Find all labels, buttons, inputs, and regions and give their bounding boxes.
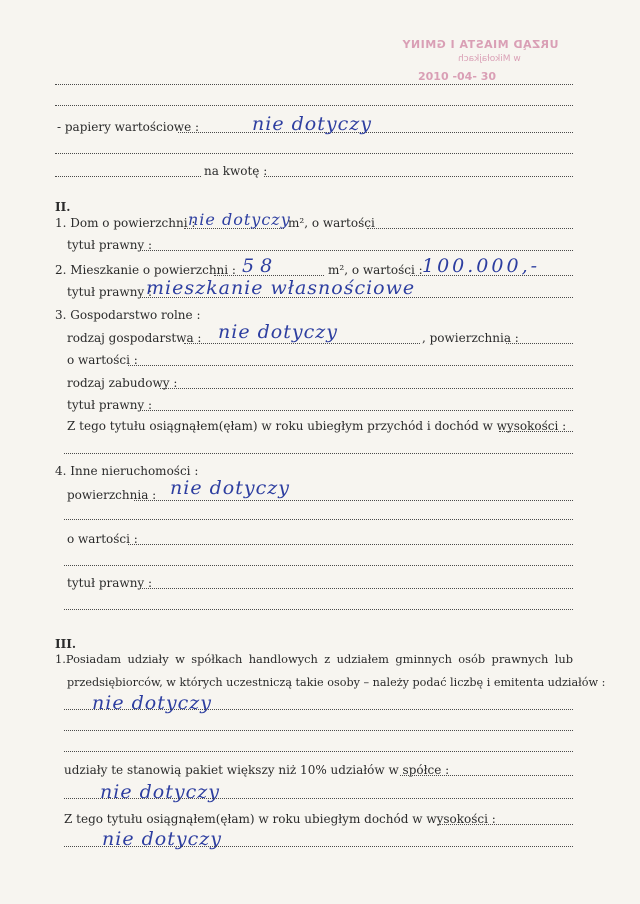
other-title-label: tytuł prawny : [67, 576, 153, 590]
shares-pct-value: nie dotyczy [100, 781, 220, 803]
farm-title-label: tytuł prawny : [67, 398, 153, 412]
blank-line [64, 609, 573, 610]
shares-pct-label: udziały te stanowią pakiet większy niż 10% udziałów w spółce : [64, 763, 450, 777]
farm-title-line [140, 410, 573, 411]
farm-type-line [184, 343, 420, 344]
house-area-value: nie dotyczy [188, 210, 291, 229]
flat-area-label: 2. Mieszkanie o powierzchni : [55, 263, 236, 277]
securities-value: nie dotyczy [252, 113, 372, 135]
other-area-line [134, 500, 573, 501]
blank-line [64, 453, 573, 454]
house-unit-label: m², o wartości [288, 216, 375, 230]
shares-text-line-2: przedsiębiorców, w których uczestniczą takie osoby – należy podać liczbę i emitenta udziałów : [67, 676, 606, 689]
farm-buildings-label: rodzaj zabudowy : [67, 376, 178, 390]
securities-label: - papiery wartościowe : [57, 120, 200, 134]
office-stamp [398, 26, 578, 92]
income-line [438, 824, 573, 825]
farm-income-line [499, 431, 573, 432]
other-property-label: 4. Inne nieruchomości : [55, 464, 199, 478]
blank-line [64, 565, 573, 566]
shares-pct-line [400, 775, 573, 776]
farm-label: 3. Gospodarstwo rolne : [55, 308, 201, 322]
blank-line [55, 105, 573, 106]
stamp-date: 2010 -04- 30 [418, 70, 497, 83]
farm-type-label: rodzaj gospodarstwa : [67, 331, 202, 345]
house-value-line [367, 228, 573, 229]
house-area-label: 1. Dom o powierzchni : [55, 216, 196, 230]
section-2-heading: II. [55, 200, 71, 214]
flat-title-value: mieszkanie własnościowe [146, 277, 416, 299]
blank-line [55, 84, 573, 85]
farm-type-value: nie dotyczy [218, 321, 338, 343]
blank-line [64, 798, 573, 799]
farm-area-line [506, 343, 573, 344]
flat-area-value: 58 [242, 255, 279, 277]
blank-line [64, 751, 573, 752]
amount-label: na kwotę : [204, 164, 268, 178]
blank-line [64, 846, 573, 847]
blank-line [55, 153, 573, 154]
farm-value-label: o wartości : [67, 353, 138, 367]
stamp-office: URZĄD MIASTA I GMINY [402, 38, 559, 51]
securities-dotted-line [178, 132, 573, 133]
shares-line [64, 709, 573, 710]
shares-value: nie dotyczy [92, 692, 212, 714]
flat-unit-label: m², o wartości : [328, 263, 423, 277]
blank-line [64, 730, 573, 731]
stamp-town: w Mikołajkach [458, 54, 521, 64]
other-title-line [140, 588, 573, 589]
house-title-label: tytuł prawny : [67, 238, 153, 252]
farm-value-line [128, 365, 573, 366]
amount-dotted-line [55, 176, 201, 177]
other-area-value: nie dotyczy [170, 477, 290, 499]
farm-area-label: , powierzchnia : [422, 331, 519, 345]
section-3-heading: III. [55, 637, 77, 651]
income-label: Z tego tytułu osiągnąłem(ęłam) w roku ubiegłym dochód w wysokości : [64, 812, 496, 826]
house-title-line [140, 250, 573, 251]
amount-value-line [264, 176, 573, 177]
flat-title-label: tytuł prawny : [67, 285, 153, 299]
other-area-label: powierzchnia : [67, 488, 157, 502]
other-value-label: o wartości : [67, 532, 138, 546]
other-value-line [128, 544, 573, 545]
shares-text-line-1: 1.Posiadam udziały w spółkach handlowych z udziałem gminnych osób prawnych lub [55, 652, 573, 666]
farm-buildings-line [160, 388, 573, 389]
farm-income-label: Z tego tytułu osiągnąłem(ęłam) w roku ubiegłym przychód i dochód w wysokości : [67, 419, 567, 433]
income-value: nie dotyczy [102, 828, 222, 850]
blank-line [64, 519, 573, 520]
flat-value-value: 100.000,- [422, 255, 541, 277]
